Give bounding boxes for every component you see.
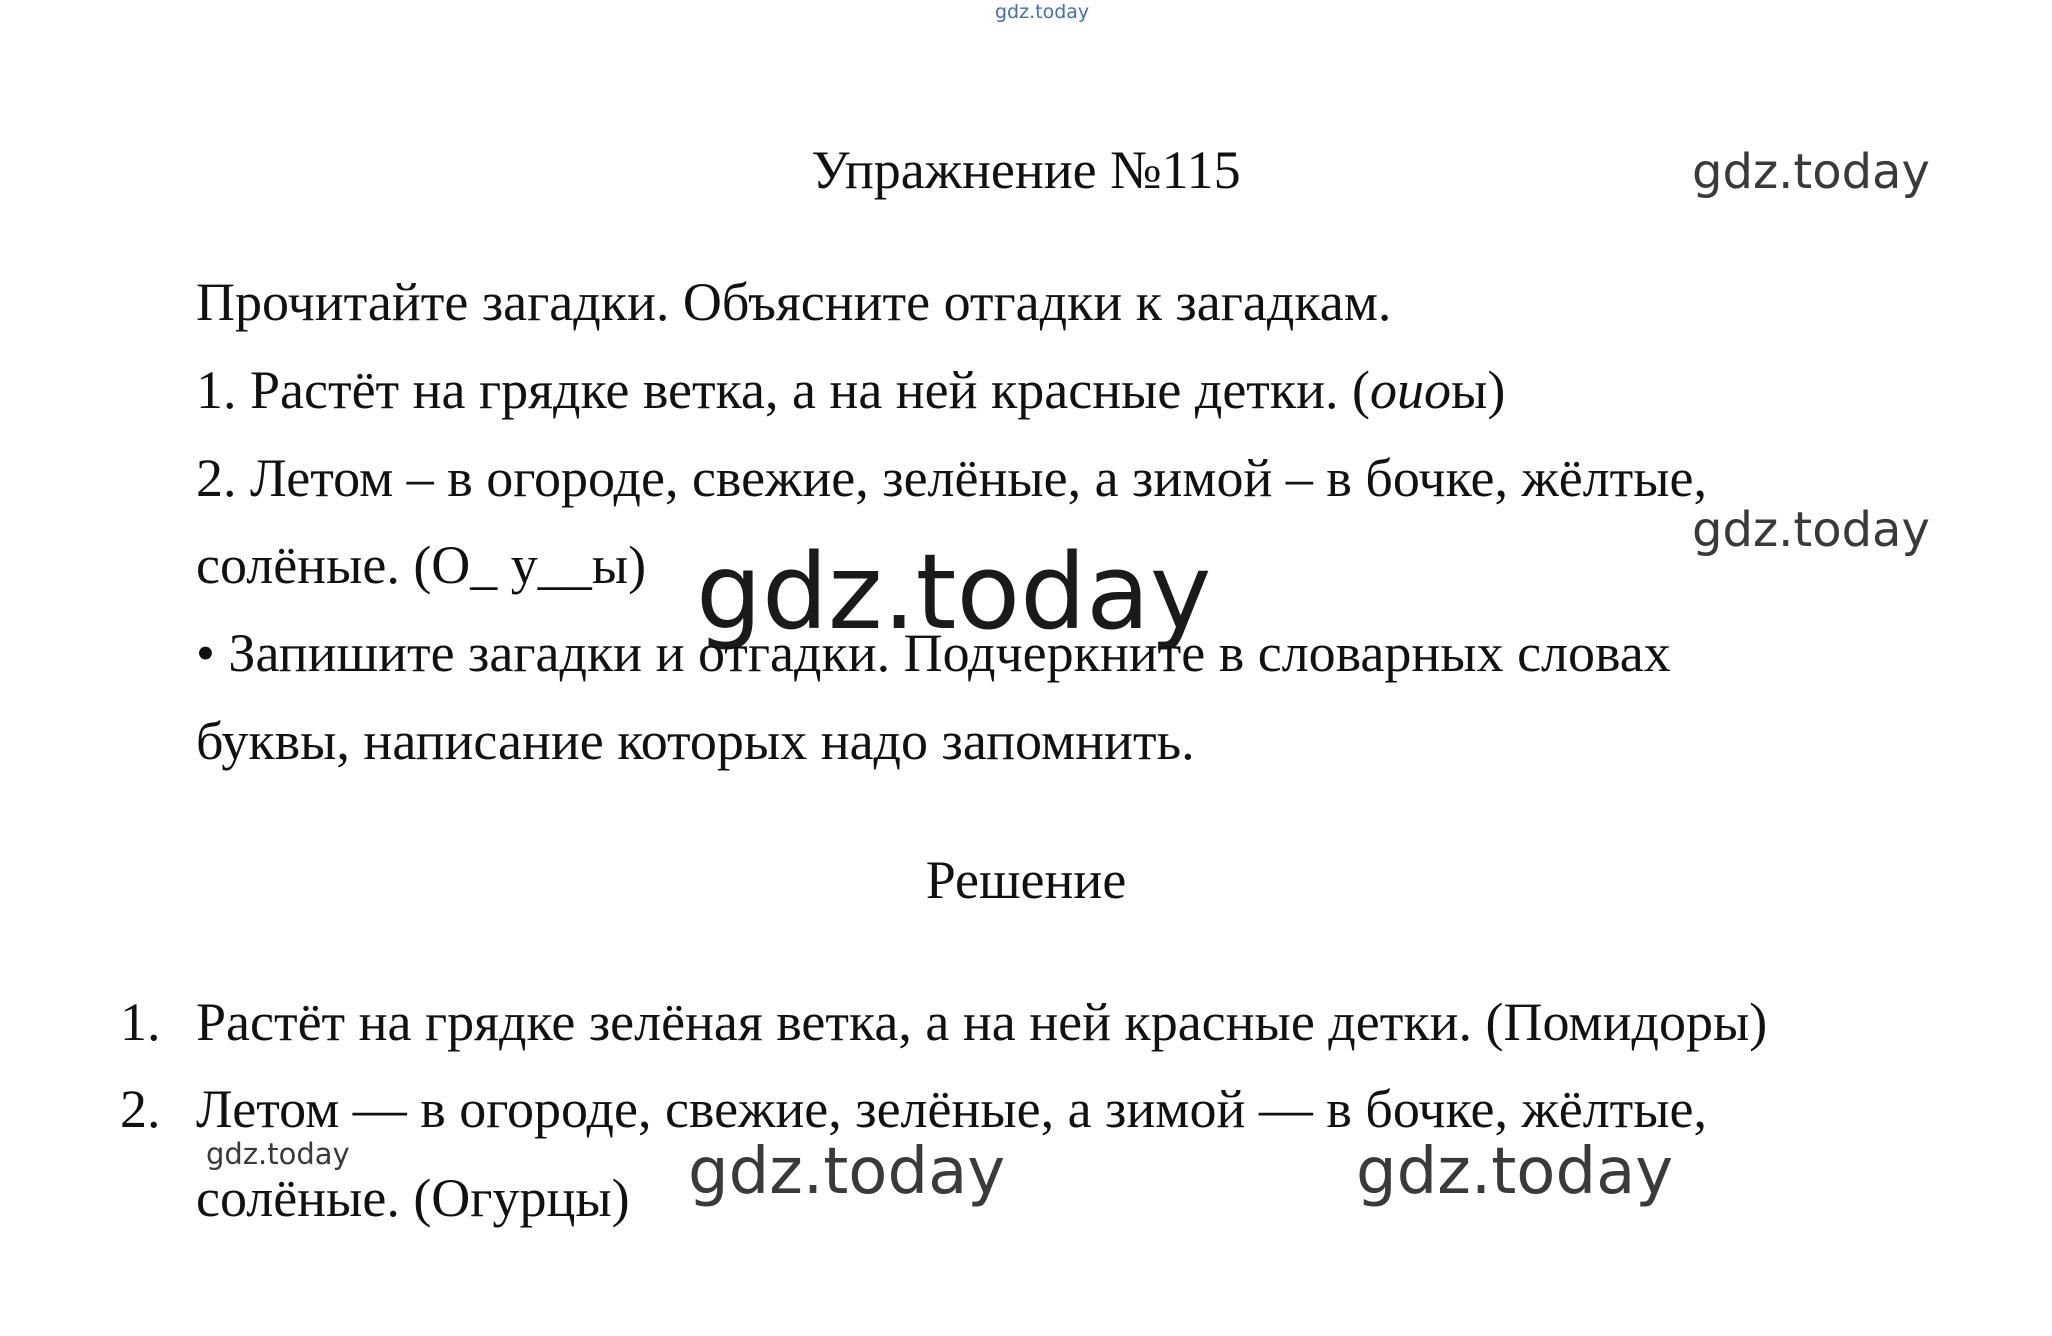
watermark-big: gdz.today: [696, 531, 1212, 653]
riddle-2-line-2: солёные. (О_ у__ы): [196, 535, 647, 595]
exercise-title: Упражнение №115: [811, 140, 1241, 200]
riddle-1: [196, 358, 1505, 422]
solution-title: Решение: [925, 850, 1127, 910]
exercise-instruction: Прочитайте загадки. Объясните отгадки к загадкам.: [196, 272, 1392, 332]
watermark-top: gdz.today: [995, 1, 1090, 23]
riddle-1-text: 1. Растёт на грядке ветка, а на ней красные детки. (: [196, 360, 1371, 420]
watermark-bottom-1: gdz.today: [688, 1135, 1006, 1209]
riddle-1-hint: оио: [1370, 360, 1452, 420]
riddle-1-hint-tail: ы): [1451, 360, 1506, 420]
watermark-small: gdz.today: [206, 1137, 350, 1171]
solution-item-2-text: Летом — в огороде, свежие, зелёные, а зимой — в бочке, жёлтые,: [196, 1079, 1708, 1139]
solution-item-1-text: Растёт на грядке зелёная ветка, а на ней красные детки. (Помидоры): [196, 992, 1768, 1052]
watermark-right-2: gdz.today: [1692, 502, 1930, 558]
solution-item-2-continuation: солёные. (Огурцы): [196, 1168, 630, 1228]
task-line-1: • Запишите загадки и отгадки. Подчеркните в словарных словах: [196, 623, 1671, 683]
solution-item-1: [120, 990, 1767, 1054]
solution-item-2-number: 2.: [120, 1079, 161, 1139]
riddle-2-line-1: 2. Летом – в огороде, свежие, зелёные, а зимой – в бочке, жёлтые,: [196, 448, 1708, 508]
solution-item-1-number: 1.: [120, 992, 161, 1052]
watermark-bottom-2: gdz.today: [1356, 1135, 1674, 1209]
task-line-2: буквы, написание которых надо запомнить.: [196, 711, 1195, 771]
watermark-right-1: gdz.today: [1692, 144, 1930, 200]
solution-item-2: [120, 1077, 1707, 1141]
